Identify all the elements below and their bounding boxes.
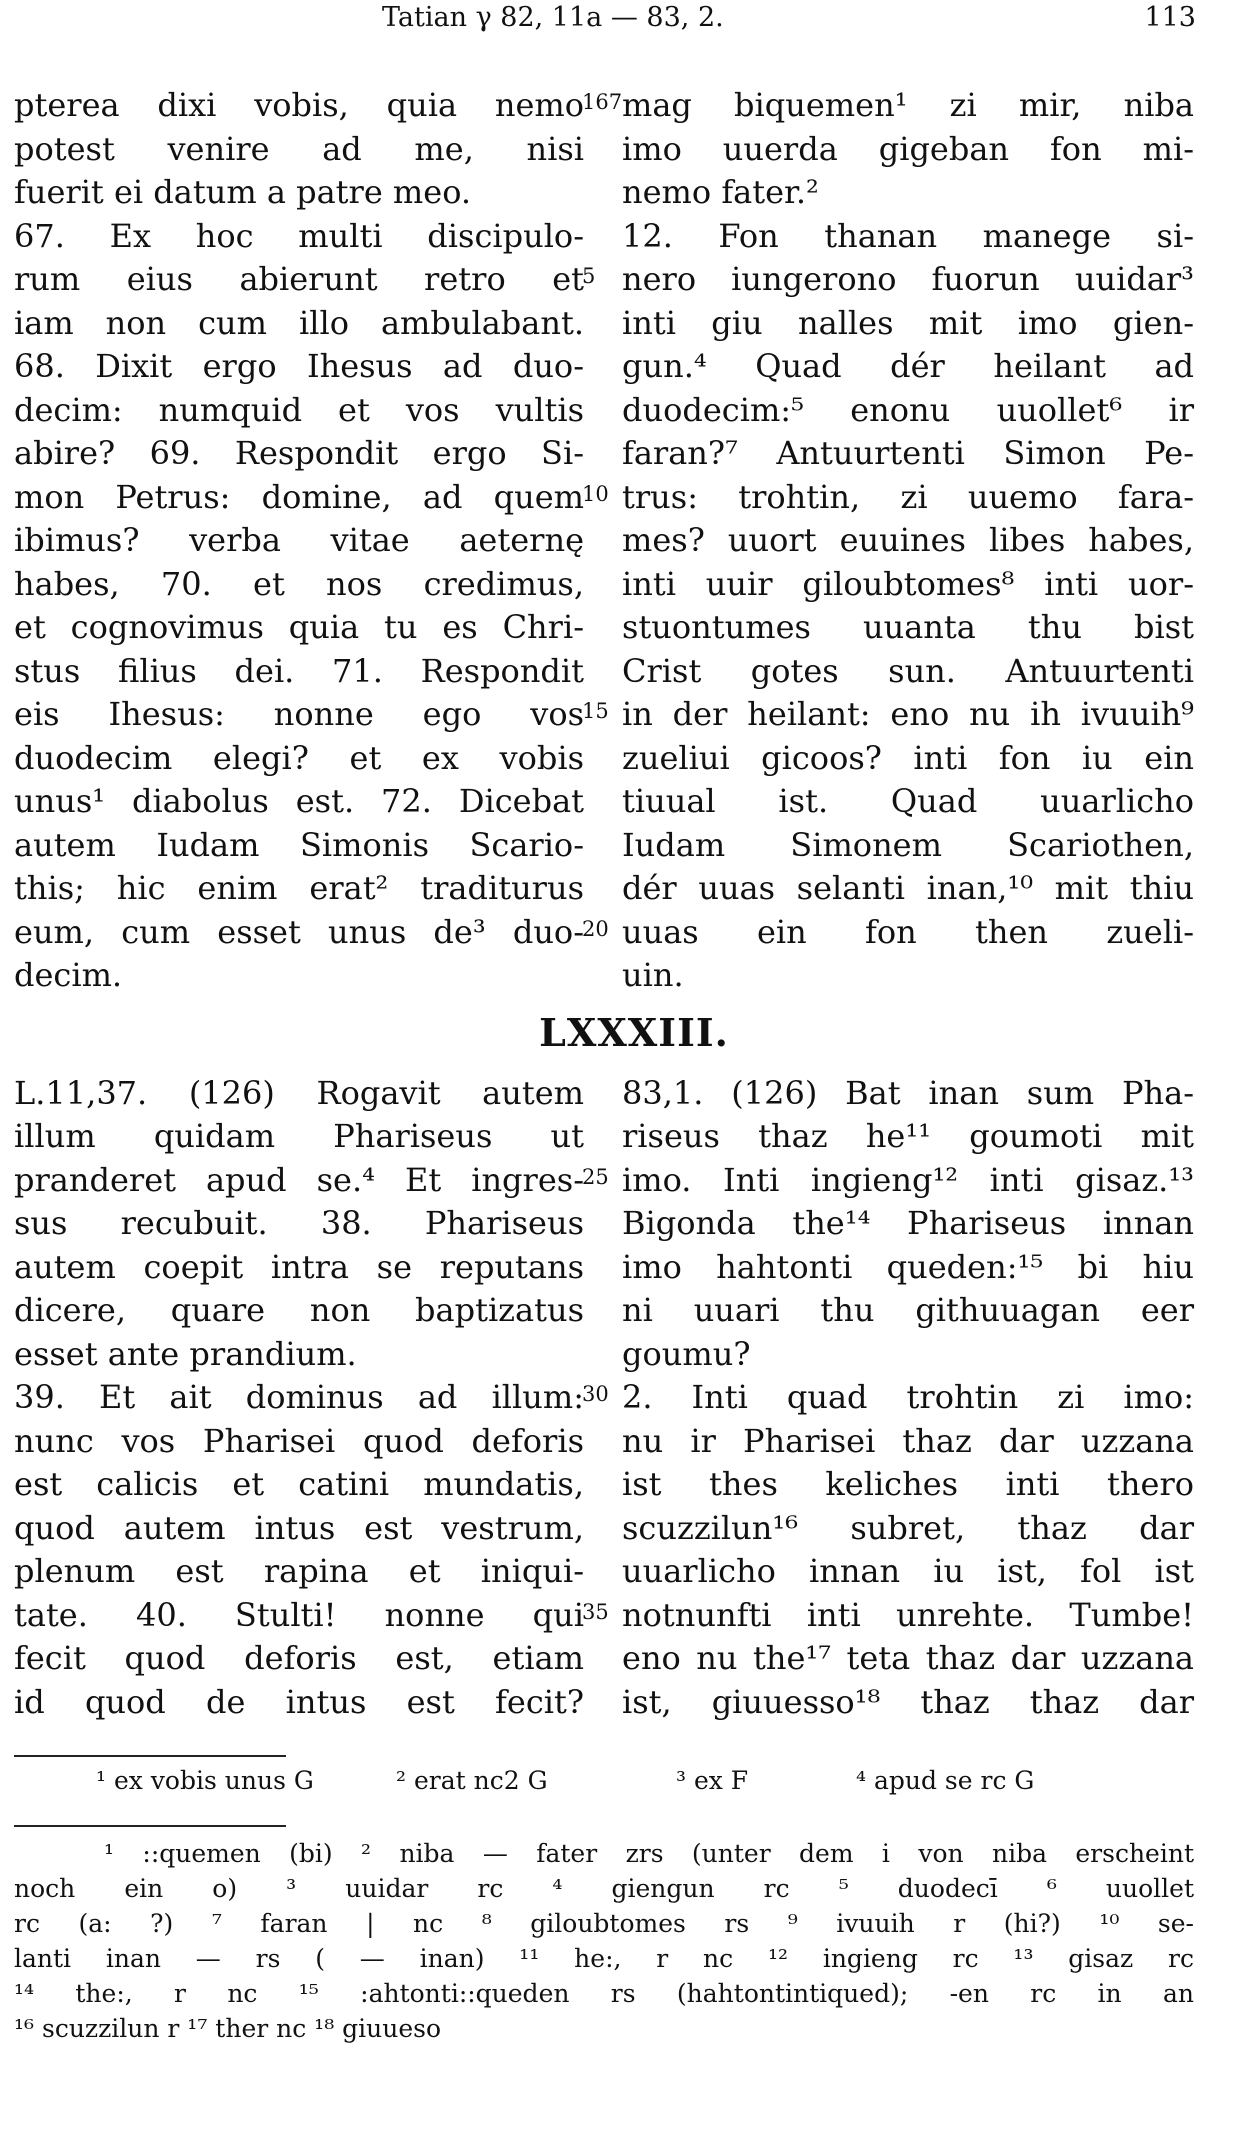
text-line <box>14 867 1194 911</box>
text-line <box>14 1550 1194 1594</box>
latin-line: decim: numquid et vos vultis <box>14 390 584 429</box>
section-heading-row <box>14 998 1194 1072</box>
ohg-line: dér uuas selanti inan,¹⁰ mit thiu <box>622 869 1194 907</box>
latin-line: duodecim elegi? et ex vobis <box>14 738 584 777</box>
ohg-line: imo hahtonti queden:¹⁵ bi hiu <box>622 1247 1194 1286</box>
ohg-line: Crist gotes sun. Antuurtenti <box>622 651 1194 690</box>
text-line <box>14 1072 1194 1116</box>
ohg-line: nemo fater.² <box>622 173 819 211</box>
text-line <box>14 345 1194 389</box>
text-line <box>14 824 1194 868</box>
latin-line: fuerit ei datum a patre meo. <box>14 173 472 211</box>
text-line <box>14 1289 1194 1333</box>
ohg-line: gun.⁴ Quad dér heilant ad <box>622 347 1194 385</box>
parallel-text <box>14 84 1194 1724</box>
text-line <box>14 1463 1194 1507</box>
ohg-line: ni uuari thu githuuagan eer <box>622 1291 1194 1329</box>
text-line <box>14 1115 1194 1159</box>
line-number: 20 <box>582 916 609 941</box>
ohg-line: notnunfti inti unrehte. Tumbe! <box>622 1595 1194 1634</box>
latin-line: rum eius abierunt retro et <box>14 260 584 298</box>
ohg-line: tiuual ist. Quad uuarlicho <box>622 782 1194 820</box>
text-line <box>14 1159 1194 1203</box>
text-line <box>14 1420 1194 1464</box>
ohg-line: inti giu nalles mit imo gien- <box>622 303 1194 342</box>
text-line <box>14 737 1194 781</box>
latin-line: L.11,37. (126) Rogavit autem <box>14 1073 584 1112</box>
latin-line: habes, 70. et nos credimus, <box>14 564 584 603</box>
ohg-footnotes <box>14 1836 1194 2046</box>
latin-line: 39. Et ait dominus ad illum: <box>14 1378 584 1416</box>
text-line <box>14 1202 1194 1246</box>
footnote-rule-latin <box>14 1755 286 1757</box>
ohg-footnote-line: ¹⁴ the:, r nc ¹⁵ :ahtonti::queden rs (hahtontintiqued); -en rc in an <box>14 1979 1194 2008</box>
ohg-footnote-line: rc (a: ?) ⁷ faran | nc ⁸ giloubtomes rs ⁹ ivuuih r (hi?) ¹⁰ se- <box>14 1909 1194 1938</box>
ohg-line: imo uuerda gigeban fon mi- <box>622 129 1194 168</box>
latin-line: autem coepit intra se reputans <box>14 1247 584 1286</box>
ohg-line: Bigonda the¹⁴ Phariseus innan <box>622 1204 1194 1242</box>
ohg-line: zueliui gicoos? inti fon iu ein <box>622 738 1194 777</box>
line-number: 10 <box>582 481 609 506</box>
line-number: 15 <box>582 699 609 723</box>
text-line <box>14 911 1194 955</box>
ohg-footnote-line: ¹ ::quemen (bi) ² niba — fater zrs (unter dem i von niba erscheint <box>104 1839 1194 1868</box>
latin-line: abire? 69. Respondit ergo Si- <box>14 434 584 472</box>
latin-line: potest venire ad me, nisi <box>14 129 584 168</box>
ohg-footnote-line: lanti inan — rs ( — inan) ¹¹ he:, r nc ¹² ingieng rc ¹³ gisaz rc <box>14 1944 1194 1973</box>
ohg-line: 2. Inti quad trohtin zi imo: <box>622 1378 1194 1416</box>
latin-line: id quod de intus est fecit? <box>14 1682 584 1721</box>
ohg-footnote-line: ¹⁶ scuzzilun r ¹⁷ ther nc ¹⁸ giuueso <box>14 2014 442 2043</box>
ohg-line: mag biquemen¹ zi mir, niba <box>622 86 1194 124</box>
latin-line: est calicis et catini mundatis, <box>14 1465 584 1503</box>
ohg-line: in der heilant: eno nu ih ivuuih⁹ <box>622 695 1194 733</box>
latin-footnote: ³ ex F <box>676 1766 749 1795</box>
latin-line: fecit quod deforis est, etiam <box>14 1639 584 1677</box>
chapter-82-end <box>14 84 1194 998</box>
text-line <box>14 1246 1194 1290</box>
ohg-line: riseus thaz he¹¹ goumoti mit <box>622 1117 1194 1155</box>
ohg-line: Iudam Simonem Scariothen, <box>622 825 1194 864</box>
text-line <box>14 476 1194 520</box>
text-line <box>14 1681 1194 1725</box>
footnote-rule-ohg <box>14 1825 286 1827</box>
text-line <box>14 302 1194 346</box>
ohg-line: 12. Fon thanan manege si- <box>622 216 1194 255</box>
text-line <box>14 1507 1194 1551</box>
text-line <box>14 258 1194 302</box>
chapter-83-start <box>14 1072 1194 1725</box>
ohg-line: goumu? <box>622 1334 751 1373</box>
ohg-line: uuas ein fon then zueli- <box>622 912 1194 951</box>
ohg-line: nero iungerono fuorun uuidar³ <box>622 260 1194 298</box>
latin-footnote: ⁴ apud se rc G <box>856 1766 1035 1795</box>
latin-line: stus filius dei. 71. Respondit <box>14 651 584 690</box>
latin-line: mon Petrus: domine, ad quem <box>14 477 584 516</box>
ohg-footnote-line: noch ein o) ³ uuidar rc ⁴ giengun rc ⁵ duodecī ⁶ uuollet <box>14 1874 1194 1903</box>
line-number: 30 <box>582 1382 609 1406</box>
line-number: 35 <box>582 1599 609 1624</box>
latin-line: esset ante prandium. <box>14 1334 357 1373</box>
latin-line: autem Iudam Simonis Scario- <box>14 825 584 864</box>
text-line <box>14 780 1194 824</box>
ohg-line: uin. <box>622 956 684 994</box>
latin-line: nunc vos Pharisei quod deforis <box>14 1421 584 1460</box>
latin-line: ibimus? verba vitae aeternę <box>14 521 584 559</box>
text-line <box>14 606 1194 650</box>
chapter-heading: LXXXIII. <box>539 1009 729 1055</box>
latin-line: dicere, quare non baptizatus <box>14 1291 584 1329</box>
latin-line: pranderet apud se.⁴ Et ingres- <box>14 1160 584 1199</box>
latin-line: 68. Dixit ergo Ihesus ad duo- <box>14 347 584 385</box>
page-number: 113 <box>1144 2 1196 33</box>
latin-line: pterea dixi vobis, quia nemo <box>14 86 584 124</box>
running-title: Tatian γ 82, 11a — 83, 2. <box>382 2 724 33</box>
ohg-line: inti uuir giloubtomes⁸ inti uor- <box>622 564 1194 603</box>
line-number: 5 <box>582 264 596 288</box>
latin-line: eis Ihesus: nonne ego vos <box>14 695 584 733</box>
line-number: 25 <box>582 1164 609 1189</box>
ohg-line: ist, giuuesso¹⁸ thaz thaz dar <box>622 1682 1194 1721</box>
text-line <box>14 432 1194 476</box>
ohg-line: stuontumes uuanta thu bist <box>622 608 1194 646</box>
text-line <box>14 171 1194 215</box>
text-line <box>14 519 1194 563</box>
ohg-line: faran?⁷ Antuurtenti Simon Pe- <box>622 434 1194 472</box>
text-line <box>14 650 1194 694</box>
text-line <box>14 1333 1194 1377</box>
latin-line: this; hic enim erat² traditurus <box>14 869 584 907</box>
line-number: 167 <box>582 90 623 114</box>
latin-line: illum quidam Phariseus ut <box>14 1117 584 1155</box>
text-line <box>14 215 1194 259</box>
text-line <box>14 128 1194 172</box>
latin-footnote: ¹ ex vobis unus G <box>96 1766 314 1795</box>
ohg-line: 83,1. (126) Bat inan sum Pha- <box>622 1073 1194 1112</box>
latin-line: quod autem intus est vestrum, <box>14 1508 584 1547</box>
ohg-line: imo. Inti ingieng¹² inti gisaz.¹³ <box>622 1160 1194 1199</box>
text-line <box>14 1376 1194 1420</box>
text-line <box>14 389 1194 433</box>
ohg-line: ist thes keliches inti thero <box>622 1465 1194 1503</box>
ohg-line: mes? uuort euuines libes habes, <box>622 521 1194 559</box>
ohg-line: uuarlicho innan iu ist, fol ist <box>622 1552 1194 1590</box>
latin-footnote: ² erat nc2 G <box>396 1766 548 1795</box>
latin-line: sus recubuit. 38. Phariseus <box>14 1204 584 1242</box>
latin-line: 67. Ex hoc multi discipulo- <box>14 216 584 255</box>
ohg-line: duodecim:⁵ enonu uuollet⁶ ir <box>622 390 1194 429</box>
ohg-line: scuzzilun¹⁶ subret, thaz dar <box>622 1508 1194 1547</box>
ohg-line: eno nu the¹⁷ teta thaz dar uzzana <box>622 1639 1194 1677</box>
latin-line: iam non cum illo ambulabant. <box>14 303 584 342</box>
ohg-line: nu ir Pharisei thaz dar uzzana <box>622 1421 1194 1460</box>
ohg-line: trus: trohtin, zi uuemo fara- <box>622 477 1194 516</box>
text-line <box>14 954 1194 998</box>
latin-line: tate. 40. Stulti! nonne qui <box>14 1595 584 1634</box>
latin-line: plenum est rapina et iniqui- <box>14 1552 584 1590</box>
text-line <box>14 563 1194 607</box>
text-line <box>14 84 1194 128</box>
text-line <box>14 1637 1194 1681</box>
running-header <box>0 0 1244 40</box>
text-line <box>14 693 1194 737</box>
text-line <box>14 1594 1194 1638</box>
latin-line: et cognovimus quia tu es Chri- <box>14 608 584 646</box>
latin-line: decim. <box>14 956 123 994</box>
latin-line: eum, cum esset unus de³ duo- <box>14 912 584 951</box>
latin-line: unus¹ diabolus est. 72. Dicebat <box>14 782 584 820</box>
